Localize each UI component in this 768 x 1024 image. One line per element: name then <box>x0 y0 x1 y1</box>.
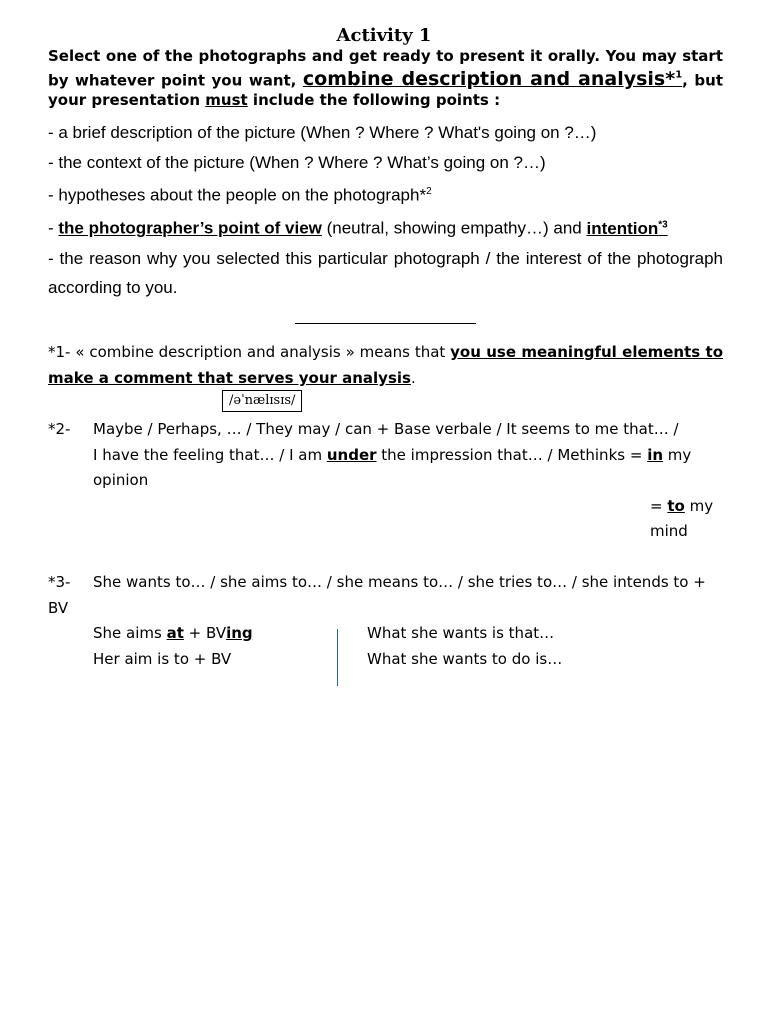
intention-label: intention <box>586 219 659 239</box>
footnote-2-line-2 <box>48 443 723 494</box>
footnote-2-line-2-c: my opinion <box>93 445 692 490</box>
phonetic-box: /əˈnælɪsɪs/ <box>222 390 302 412</box>
points-list <box>48 118 723 303</box>
footnote-2-line-3-a: = <box>650 496 668 515</box>
footnote-3-line-1-text: She wants to… / she aims to… / she means to… / she tries to… / she intends to + BV <box>48 573 706 617</box>
footnote-2-label: *2- <box>48 420 71 438</box>
point-reason: - the reason why you selected this particular photograph / the interest of the photograph according to you. <box>48 248 723 298</box>
intention-text <box>586 219 667 238</box>
to-text: to <box>667 496 685 515</box>
footnote-ref-1: 1 <box>675 70 683 81</box>
emphasis-label: combine description and analysis* <box>302 68 676 91</box>
point-hypotheses-text: - hypotheses about the people on the photograph* <box>48 185 427 205</box>
emphasis-text <box>303 68 682 90</box>
page-title: Activity 1 <box>336 25 432 46</box>
wants-is-line: What she wants is that… <box>367 624 555 642</box>
point-viewpoint <box>48 210 723 243</box>
footnote-ref-2: 2 <box>426 186 432 198</box>
intro-text-3: include the following points : <box>247 91 501 110</box>
footnote-2-line-1-text: Maybe / Perhaps, … / They may / can + Base verbale / It seems to me that… / <box>93 420 679 438</box>
column-divider <box>337 629 338 686</box>
in-text: in <box>647 445 664 464</box>
separator-line <box>295 323 476 324</box>
point-context: - the context of the picture (When ? Where ? What’s going on ?…) <box>48 152 546 172</box>
wants-to-do-line: What she wants to do is… <box>367 649 563 668</box>
footnote-1-text: *1- « combine description and analysis » means that <box>48 343 451 361</box>
footnote-3-line-1 <box>48 570 723 621</box>
intro-text-2: , but your presentation <box>48 71 723 110</box>
footnote-3 <box>48 570 723 621</box>
point-hypotheses <box>48 177 723 210</box>
viewpoint-mid-text: (neutral, showing empathy…) and <box>321 219 587 239</box>
footnote-2 <box>48 417 723 545</box>
left-column <box>93 621 253 672</box>
footnote-ref-3: *3 <box>658 219 668 231</box>
footnote-1-bold: you use meaningful elements to make a comment that serves your analysis <box>48 343 723 387</box>
right-column <box>367 621 562 672</box>
aims-at-line <box>93 621 253 647</box>
aim-is-line: Her aim is to + BV <box>93 649 232 668</box>
footnote-2-line-3-b: my mind <box>650 496 714 541</box>
footnote-1-end: . <box>410 368 416 387</box>
must-text: must <box>205 91 248 110</box>
footnote-2-line-3 <box>48 494 723 545</box>
instructions-paragraph <box>48 46 723 110</box>
at-text: at <box>166 624 184 642</box>
intro-text: Select one of the photographs and get ready to present it orally. You may start by whatever point you want, <box>48 47 723 90</box>
footnote-2-line-2-b: the impression that… / Methinks = <box>376 445 648 464</box>
aims-at-text-a: She aims <box>93 624 167 642</box>
aims-at-text-b: + BV <box>183 624 227 642</box>
under-text: under <box>326 445 377 464</box>
viewpoint-text: the photographer’s point of view <box>58 219 322 239</box>
footnote-2-line-1 <box>48 417 723 443</box>
footnote-3-columns <box>48 621 723 686</box>
footnote-3-label: *3- <box>48 573 71 591</box>
footnote-2-line-2-a: I have the feeling that… / I am <box>93 445 327 464</box>
ing-text: ing <box>226 624 253 642</box>
point-description: - a brief description of the picture (When ? Where ? What's going on ?…) <box>48 123 597 142</box>
footnote-1 <box>48 340 723 391</box>
point-dash: - <box>48 219 59 239</box>
